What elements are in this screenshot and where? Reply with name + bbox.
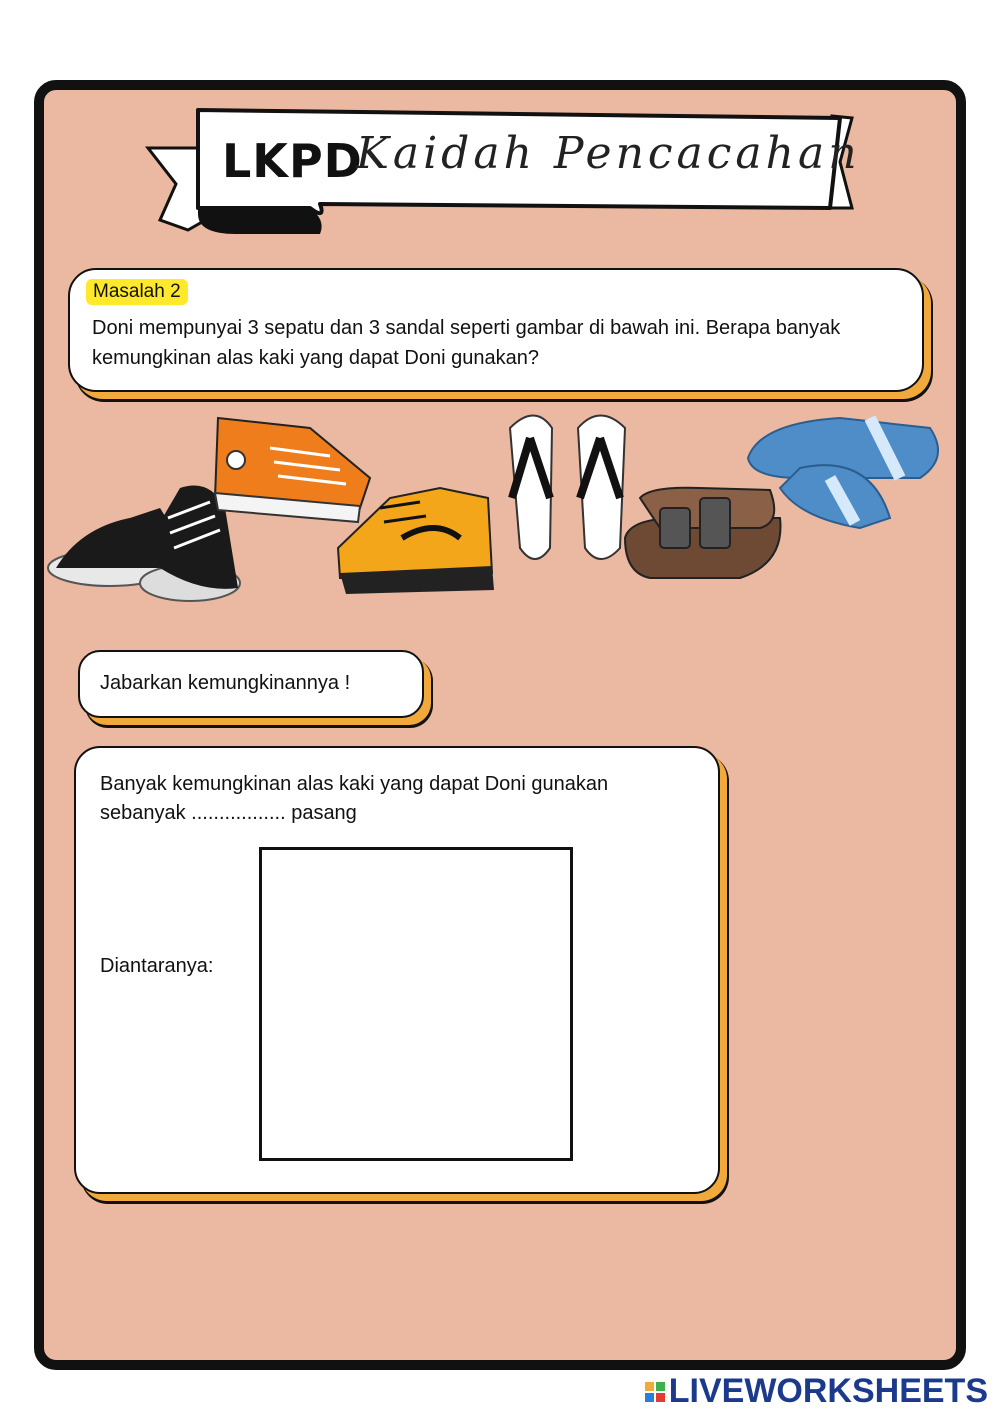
black-sneakers-icon [48, 486, 240, 602]
orange-sneakers-icon [215, 418, 370, 522]
worksheet-subtitle: Kaidah Pencacahan [356, 128, 861, 179]
brown-sandals-icon [625, 488, 781, 578]
answer-line-2[interactable]: sebanyak ................. pasang [100, 802, 357, 824]
answer-line-1: Banyak kemungkinan alas kaki yang dapat Doni gunakan [100, 773, 609, 795]
blue-slides-icon [748, 418, 938, 528]
worksheet-title: LKPD [222, 134, 363, 188]
answer-list-label: Diantaranya: [100, 955, 214, 977]
problem-text: Doni mempunyai 3 sepatu dan 3 sandal seperti gambar di bawah ini. Berapa banyak kemungkinan alas kaki yang dapat Doni gunakan? [92, 317, 841, 369]
brand-name: LIVEWORKSHEETS [668, 1372, 988, 1410]
answer-statement [100, 770, 710, 828]
brand-footer [645, 1372, 988, 1411]
problem-badge: Masalah 2 [86, 279, 188, 305]
prompt-label: Jabarkan kemungkinannya ! [100, 672, 351, 694]
footwear-illustrations [40, 398, 950, 618]
white-flip-flops-icon [510, 416, 625, 560]
liveworksheets-logo-icon [645, 1382, 665, 1402]
answer-input-box[interactable] [259, 847, 573, 1161]
